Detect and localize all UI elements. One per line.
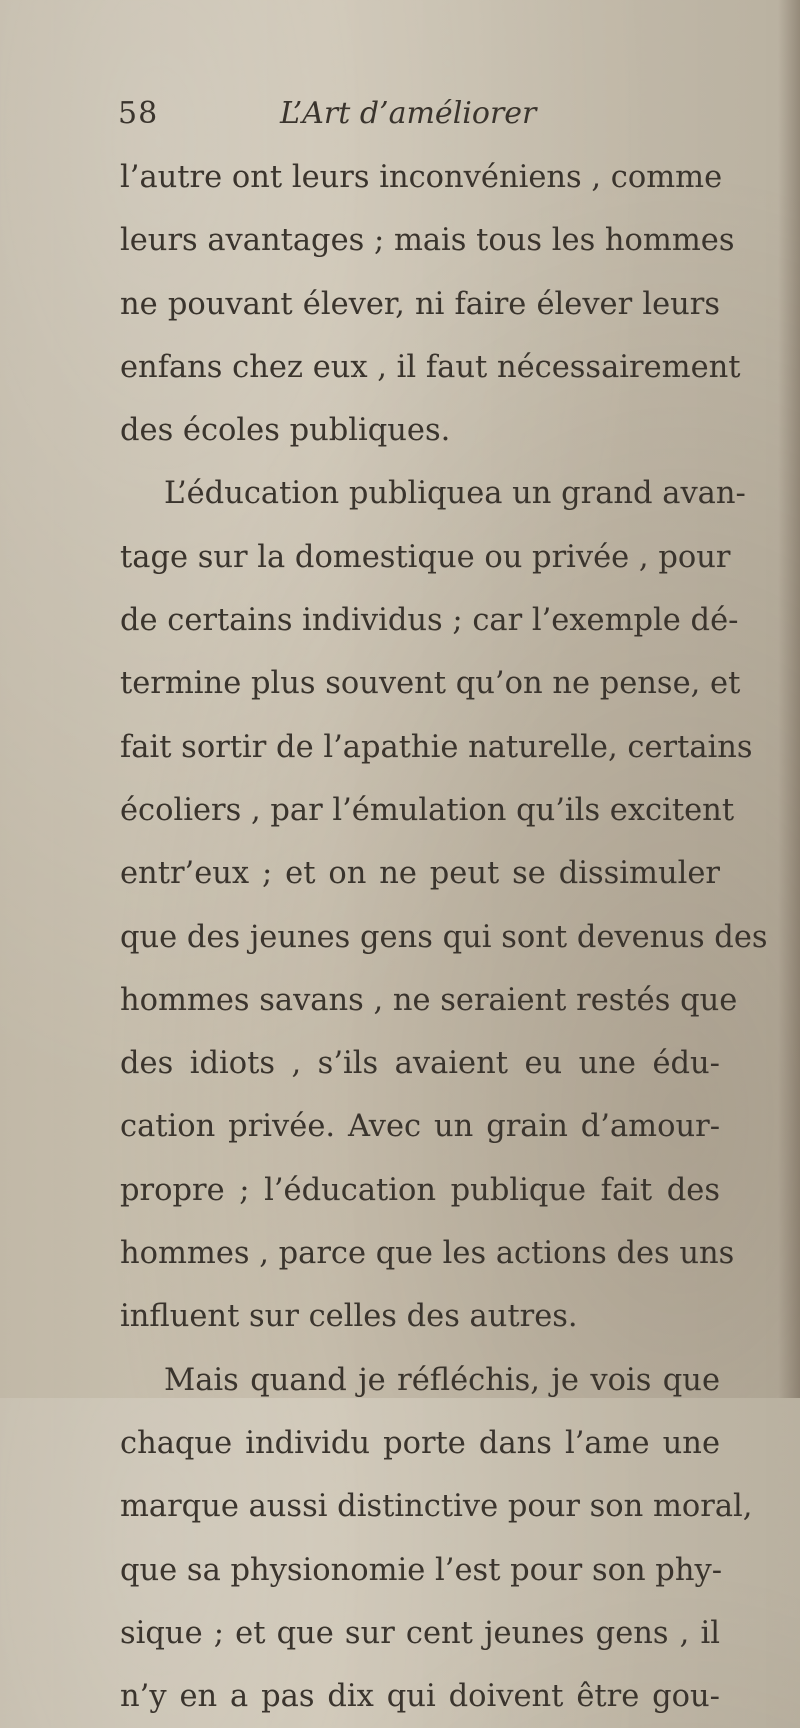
text-line: des écoles publiques. — [120, 413, 451, 449]
text-line: enfans chez eux , il faut nécessairement — [120, 349, 741, 385]
page-edge-shadow — [778, 0, 800, 1398]
page-number: 58 — [118, 96, 159, 131]
text-line: de certains individus ; car l’exemple dé- — [120, 603, 739, 639]
text-line: tage sur la domestique ou privée , pour — [120, 539, 731, 575]
page-header — [118, 96, 638, 136]
text-line: influent sur celles des autres. — [120, 1299, 578, 1335]
text-line: sique ; et que sur cent jeunes gens , il — [120, 1615, 720, 1651]
text-line: marque aussi distinctive pour son moral, — [120, 1489, 753, 1525]
running-title: L’Art d’améliorer — [280, 96, 537, 131]
text-line: termine plus souvent qu’on ne pense, et — [120, 666, 741, 702]
text-line: leurs avantages ; mais tous les hommes — [120, 223, 735, 259]
text-line: écoliers , par l’émulation qu’ils excitent — [120, 792, 735, 828]
text-line: L’éducation publiquea un grand avan- — [164, 476, 746, 512]
text-line: Mais quand je réfléchis, je vois que — [164, 1362, 720, 1398]
text-line: fait sortir de l’apathie naturelle, certains — [120, 729, 753, 765]
text-line: que des jeunes gens qui sont devenus des — [120, 919, 768, 955]
text-line: hommes savans , ne seraient restés que — [120, 982, 738, 1018]
text-line: hommes , parce que les actions des uns — [120, 1236, 735, 1272]
text-line: chaque individu porte dans l’ame une — [120, 1425, 720, 1461]
text-line: ne pouvant élever, ni faire élever leurs — [120, 286, 720, 322]
text-line: n’y en a pas dix qui doivent être gou- — [120, 1679, 720, 1715]
body-text — [120, 146, 768, 1728]
text-line: des idiots , s’ils avaient eu une édu- — [120, 1046, 720, 1082]
text-line: l’autre ont leurs inconvéniens , comme — [120, 160, 723, 195]
text-line: cation privée. Avec un grain d’amour- — [120, 1109, 720, 1145]
text-line: entr’eux ; et on ne peut se dissimuler — [120, 856, 720, 892]
text-line: que sa physionomie l’est pour son phy- — [120, 1552, 723, 1588]
text-line: propre ; l’éducation publique fait des — [120, 1172, 720, 1208]
